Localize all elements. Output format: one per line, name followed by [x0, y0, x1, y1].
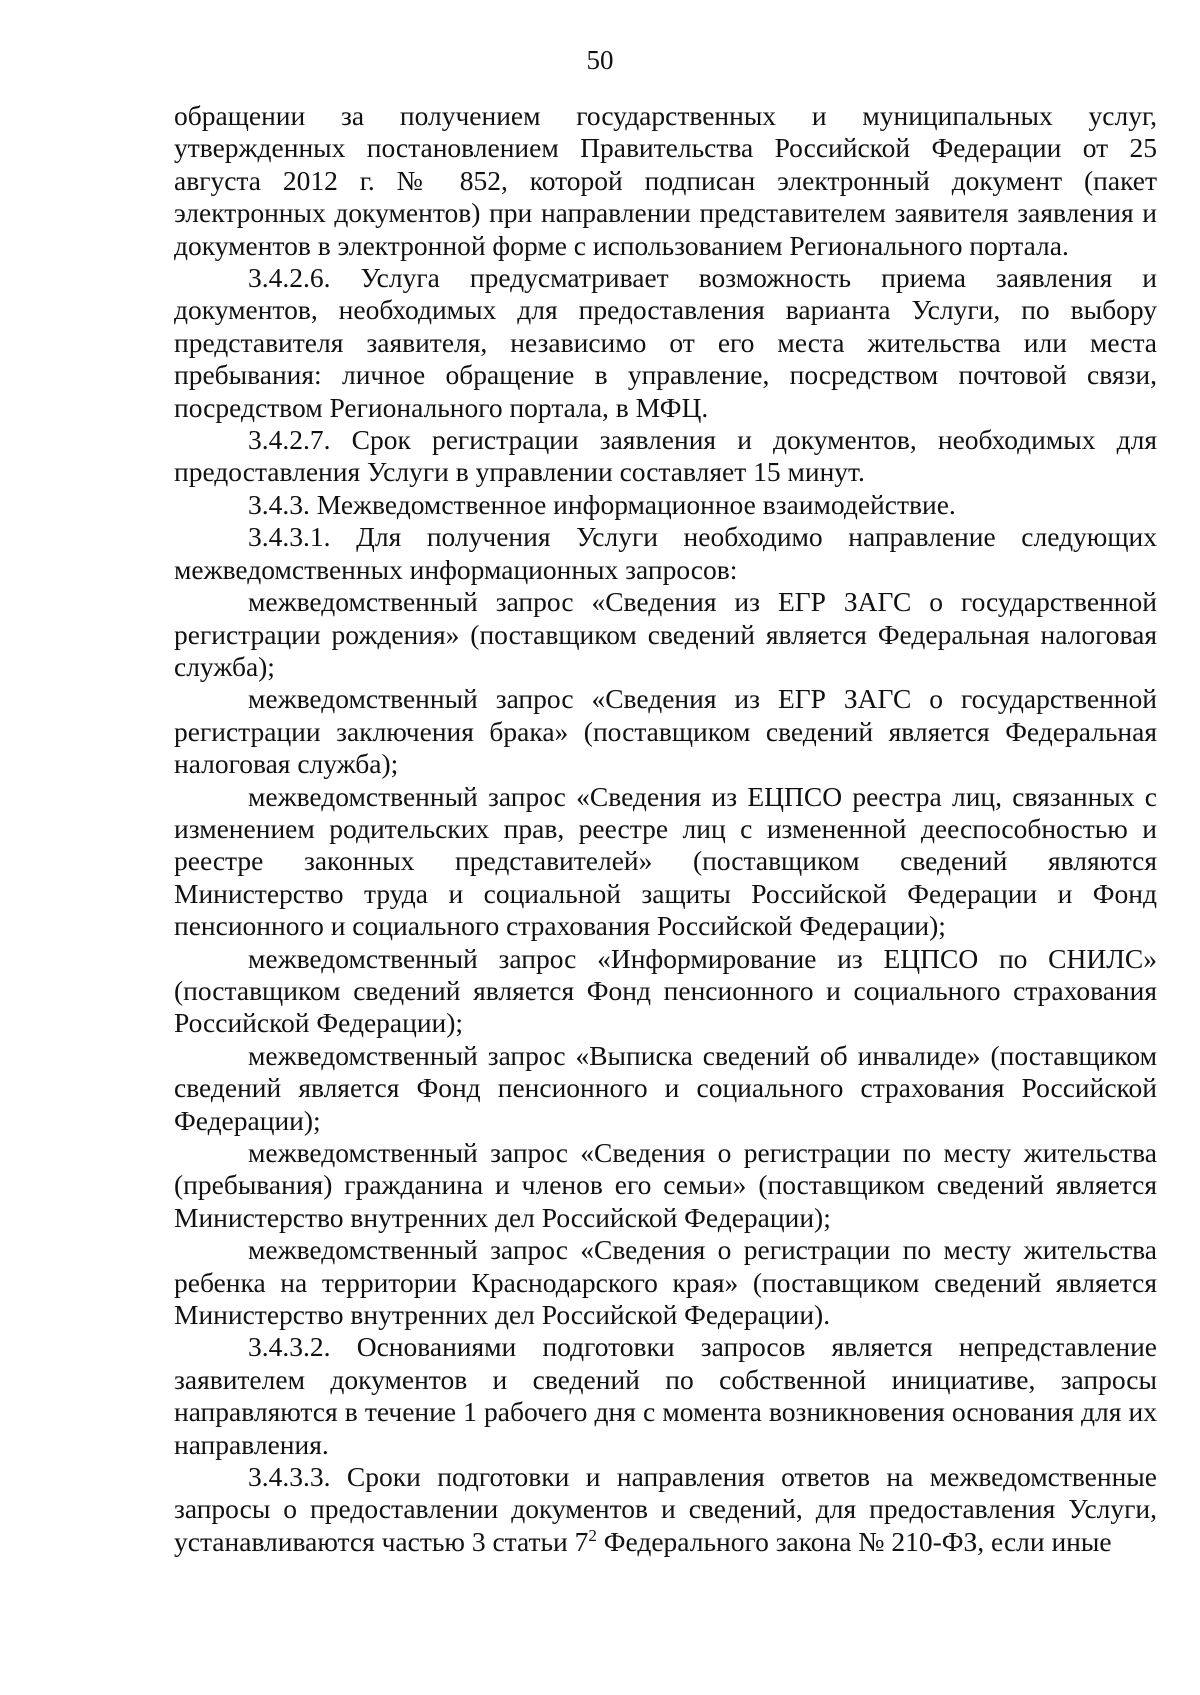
list-item-egr-zags-birth: межведомственный запрос «Сведения из ЕГР ЗАГС о государственной регистрации рождения» (поставщиком сведений является Федеральная налоговая служба); — [174, 586, 1157, 682]
paragraph-3-4-2-6: 3.4.2.6. Услуга предусматривает возможность приема заявления и документов, необходимых для предоставления варианта Услуги, по выбору представителя заявителя, независимо от его места жительства или места пребывания: личное обращение в управление, посредством почтовой связи, посредством Регионального портала, в МФЦ. — [174, 262, 1157, 423]
paragraph-3-4-3-2: 3.4.3.2. Основаниями подготовки запросов является непредставление заявителем документов и сведений по собственной инициативе, запросы направляются в течение 1 рабочего дня с момента возникновения основания для их направления. — [174, 1331, 1157, 1460]
document-body — [174, 100, 1157, 1558]
paragraph-3-4-3-3-start: 3.4.3.3. Сроки подготовки и направления ответов на межведомственные запросы о предоставлении документов и сведений, для предоставления Услуги, устанавливаются частью 3 статьи 7 — [174, 1461, 1157, 1557]
paragraph-3-4-3: 3.4.3. Межведомственное информационное взаимодействие. — [248, 488, 956, 520]
list-item-egr-zags-marriage: межведомственный запрос «Сведения из ЕГР ЗАГС о государственной регистрации заключения брака» (поставщиком сведений является Федеральная налоговая служба); — [174, 683, 1157, 780]
paragraph-3-4-3-1: 3.4.3.1. Для получения Услуги необходимо направление следующих межведомственных информационных запросов: — [174, 521, 1157, 585]
paragraph-3-4-3-3 — [174, 1461, 1157, 1558]
paragraph-3-4-3-3-end: Федерального закона № 210-ФЗ, если иные — [596, 1525, 1112, 1557]
list-item-ecpso-snils: межведомственный запрос «Информирование из ЕЦПСО по СНИЛС» (поставщиком сведений является Фонд пенсионного и социального страхования Российской Федерации); — [174, 942, 1157, 1039]
list-item-child-registration: межведомственный запрос «Сведения о регистрации по месту жительства ребенка на территории Краснодарского края» (поставщиком сведений является Министерство внутренних дел Российской Федерации). — [174, 1234, 1157, 1331]
page-number: 50 — [586, 45, 614, 75]
paragraph-3-4-2-7: 3.4.2.7. Срок регистрации заявления и документов, необходимых для предоставления Услуги в управлении составляет 15 минут. — [174, 424, 1157, 488]
list-item-ecpso-registry: межведомственный запрос «Сведения из ЕЦПСО реестра лиц, связанных с изменением родительских прав, реестре лиц с измененной дееспособностью и реестре законных представителей» (поставщиком сведений являются Министерство труда и социальной защиты Российской Федерации и Фонд пенсионного и социального страхования Российской Федерации); — [174, 780, 1157, 942]
list-item-disability-extract: межведомственный запрос «Выписка сведений об инвалиде» (поставщиком сведений является Фонд пенсионного и социального страхования Российской Федерации); — [174, 1039, 1157, 1136]
article-superscript: 2 — [588, 1525, 597, 1545]
list-item-family-registration: межведомственный запрос «Сведения о регистрации по месту жительства (пребывания) гражданина и членов его семьи» (поставщиком сведений является Министерство внутренних дел Российской Федерации); — [174, 1137, 1157, 1233]
paragraph-1: обращении за получением государственных и муниципальных услуг, утвержденных постановлением Правительства Российской Федерации от 25 августа 2012 г. № 852, которой подписан электронный документ (пакет электронных документов) при направлении представителем заявителя заявления и документов в электронной форме с использованием Регионального портала. — [174, 100, 1157, 261]
